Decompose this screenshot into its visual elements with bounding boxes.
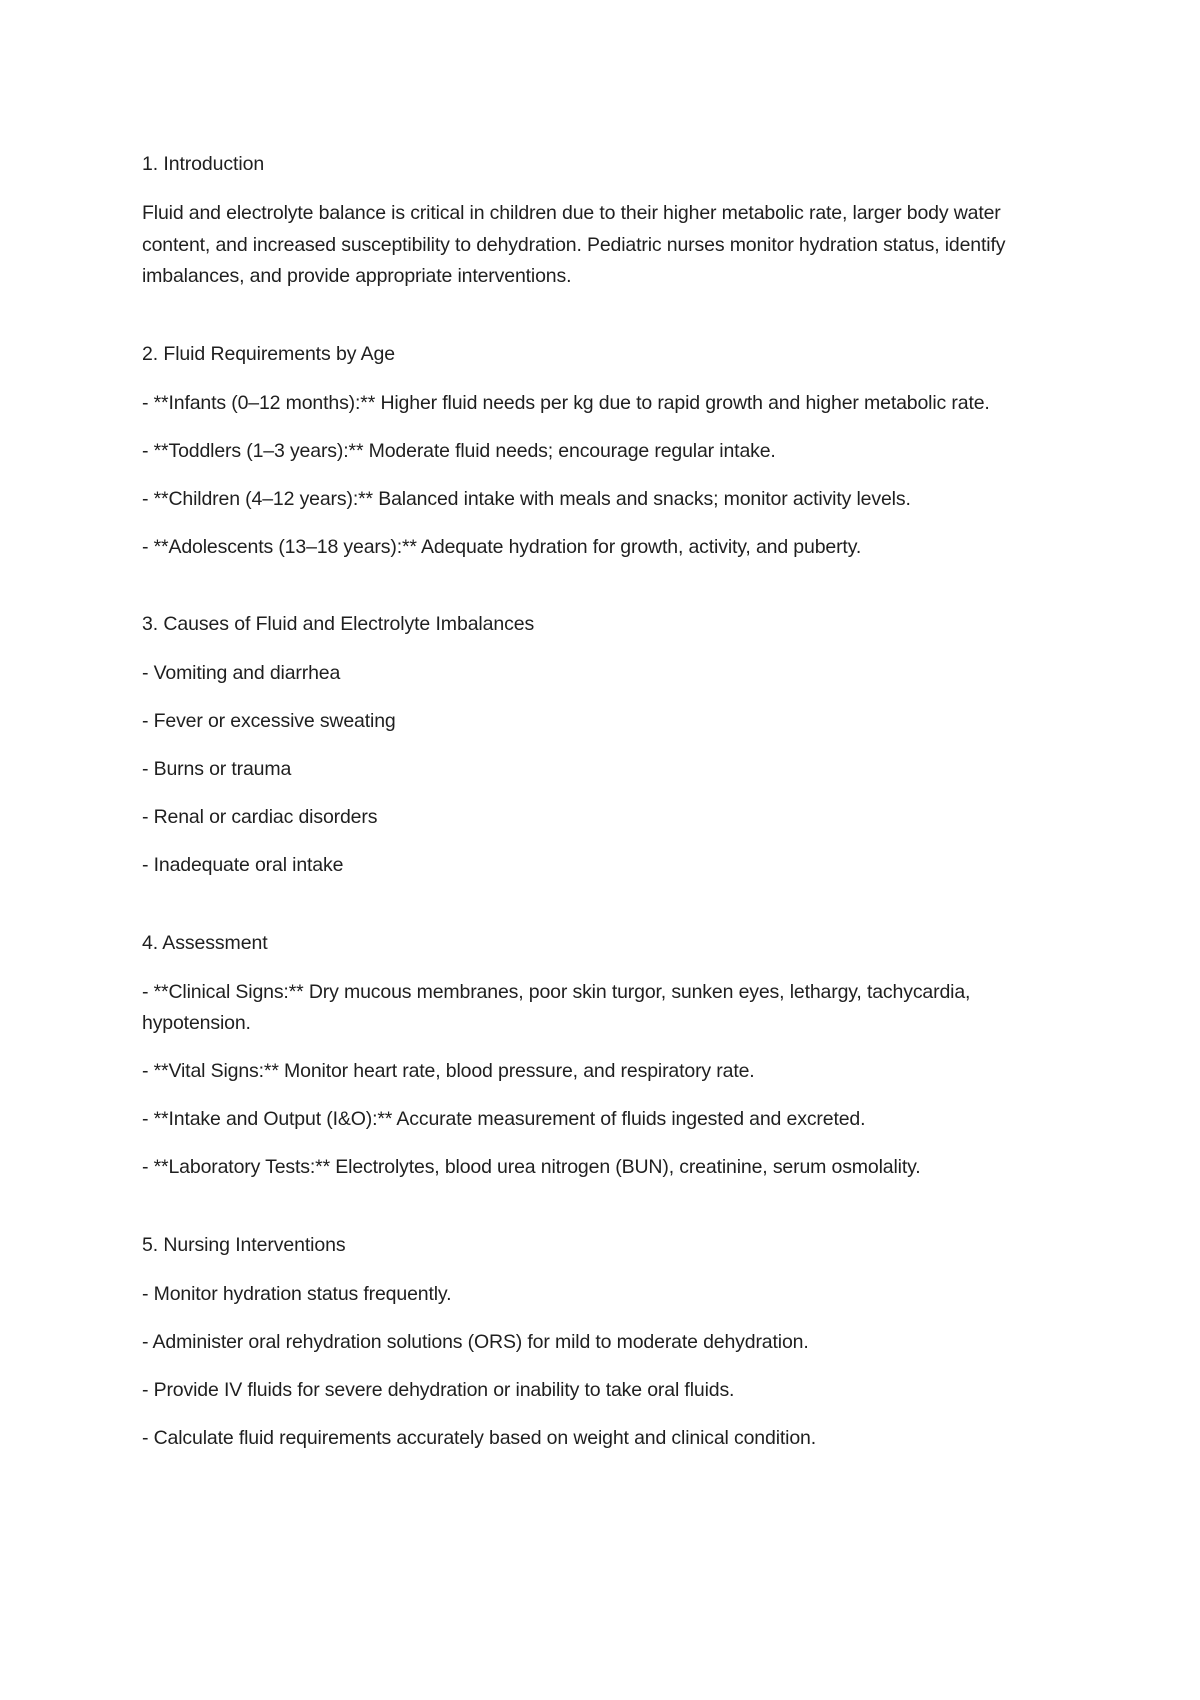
list-item: - Calculate fluid requirements accurately based on weight and clinical condition.	[142, 1426, 816, 1449]
list-item: - Fever or excessive sweating	[142, 710, 396, 732]
list-item: - **Adolescents (13–18 years):** Adequate hydration for growth, activity, and puberty.	[142, 535, 862, 558]
list-item: - **Toddlers (1–3 years):** Moderate fluid needs; encourage regular intake.	[142, 439, 776, 462]
section-introduction	[142, 150, 1072, 293]
list-item: - **Children (4–12 years):** Balanced intake with meals and snacks; monitor activity levels.	[142, 487, 911, 510]
section-heading: 2. Fluid Requirements by Age	[142, 342, 396, 365]
list-item: - **Intake and Output (I&O):** Accurate measurement of fluids ingested and excreted.	[142, 1108, 866, 1130]
section-fluid-requirements	[142, 340, 1072, 564]
list-item: - Inadequate oral intake	[142, 854, 344, 876]
section-assessment	[142, 929, 1072, 1184]
section-heading: 3. Causes of Fluid and Electrolyte Imbalances	[142, 613, 535, 635]
section-nursing-interventions	[142, 1231, 1072, 1455]
list-item: - Monitor hydration status frequently.	[142, 1282, 452, 1305]
list-item: - Vomiting and diarrhea	[142, 662, 341, 684]
list-item: - **Vital Signs:** Monitor heart rate, blood pressure, and respiratory rate.	[142, 1060, 755, 1082]
section-paragraph: Fluid and electrolyte balance is critical in children due to their higher metabolic rate, larger body water content, and increased susceptibility to dehydration. Pediatric nurses monitor hydration status, identify imbalances, and provide appropriate interventions.	[142, 202, 1006, 287]
list-item: - **Clinical Signs:** Dry mucous membranes, poor skin turgor, sunken eyes, lethargy, tachycardia, hypotension.	[142, 980, 971, 1034]
section-heading: 1. Introduction	[142, 153, 265, 175]
document-body	[142, 150, 1072, 1454]
section-heading: 4. Assessment	[142, 931, 268, 954]
list-item: - **Infants (0–12 months):** Higher fluid needs per kg due to rapid growth and higher metabolic rate.	[142, 391, 990, 414]
section-causes	[142, 610, 1072, 882]
list-item: - Provide IV fluids for severe dehydration or inability to take oral fluids.	[142, 1378, 735, 1401]
list-item: - Administer oral rehydration solutions (ORS) for mild to moderate dehydration.	[142, 1330, 809, 1353]
section-heading: 5. Nursing Interventions	[142, 1233, 346, 1256]
list-item: - Burns or trauma	[142, 758, 292, 780]
list-item: - Renal or cardiac disorders	[142, 806, 378, 828]
list-item: - **Laboratory Tests:** Electrolytes, blood urea nitrogen (BUN), creatinine, serum osmolality.	[142, 1156, 921, 1178]
